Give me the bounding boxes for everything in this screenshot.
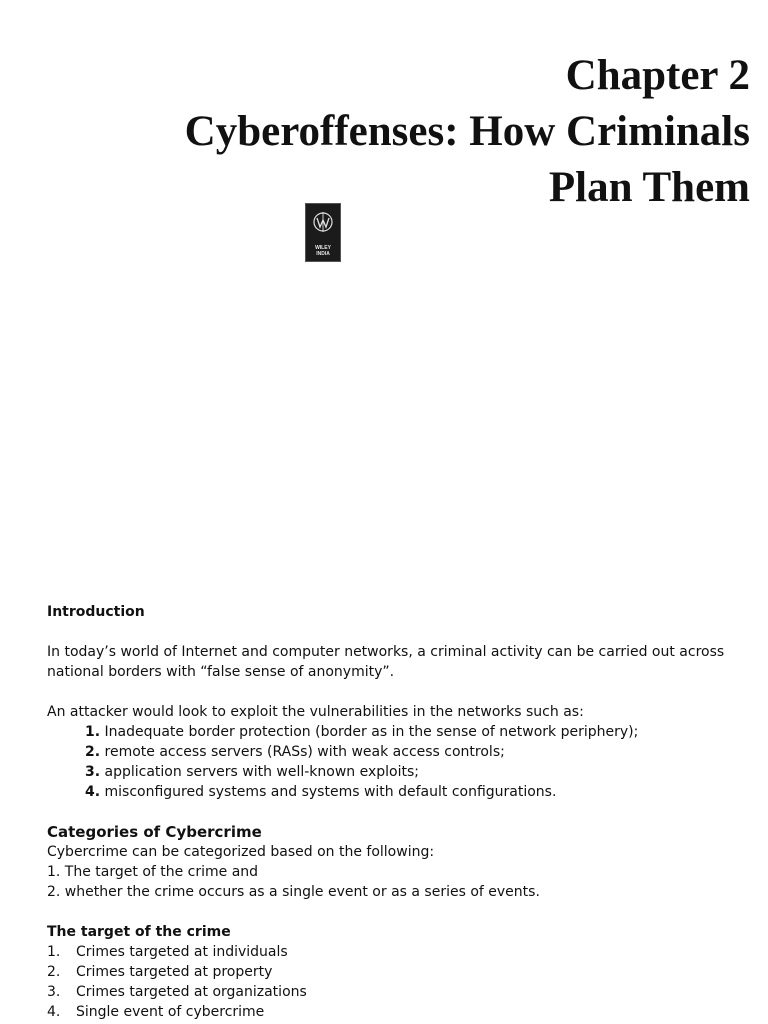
categories-heading: Categories of Cybercrime	[47, 823, 262, 841]
list-item: 2. remote access servers (RASs) with weak access controls;	[85, 744, 505, 760]
categories-list	[47, 862, 747, 902]
introduction-paragraph-1: In today’s world of Internet and computer networks, a criminal activity can be carried out across national borders with “false sense of anonymity”.	[47, 644, 725, 680]
chapter-title	[185, 48, 750, 216]
wiley-india-logo	[305, 203, 341, 262]
introduction-paragraph-2: An attacker would look to exploit the vulnerabilities in the networks such as:	[47, 704, 584, 720]
wiley-india-logo-icon	[312, 210, 334, 236]
categories-intro: Cybercrime can be categorized based on the following:	[47, 844, 435, 860]
list-item: 2. whether the crime occurs as a single event or as a series of events.	[47, 884, 540, 900]
chapter-number: Chapter 2	[565, 52, 750, 99]
introduction-heading: Introduction	[47, 604, 145, 620]
list-item: 4. Single event of cybercrime	[47, 1004, 265, 1020]
target-heading: The target of the crime	[47, 924, 231, 940]
chapter-title-line-2: Plan Them	[548, 164, 750, 211]
list-item: 1. Crimes targeted at individuals	[47, 944, 288, 960]
document-body	[47, 602, 747, 1022]
list-item: 3. Crimes targeted at organizations	[47, 984, 307, 1000]
chapter-title-line-1: Cyberoffenses: How Criminals	[184, 108, 750, 155]
target-list	[47, 942, 747, 1022]
logo-text: WILEY INDIA	[315, 245, 331, 257]
list-item: 2. Crimes targeted at property	[47, 964, 273, 980]
list-item: 1. Inadequate border protection (border as in the sense of network periphery);	[85, 724, 639, 740]
list-item: 3. application servers with well-known exploits;	[85, 764, 420, 780]
list-item: 1. The target of the crime and	[47, 864, 259, 880]
list-item: 4. misconfigured systems and systems with default configurations.	[85, 784, 557, 800]
vulnerability-list	[47, 722, 747, 802]
